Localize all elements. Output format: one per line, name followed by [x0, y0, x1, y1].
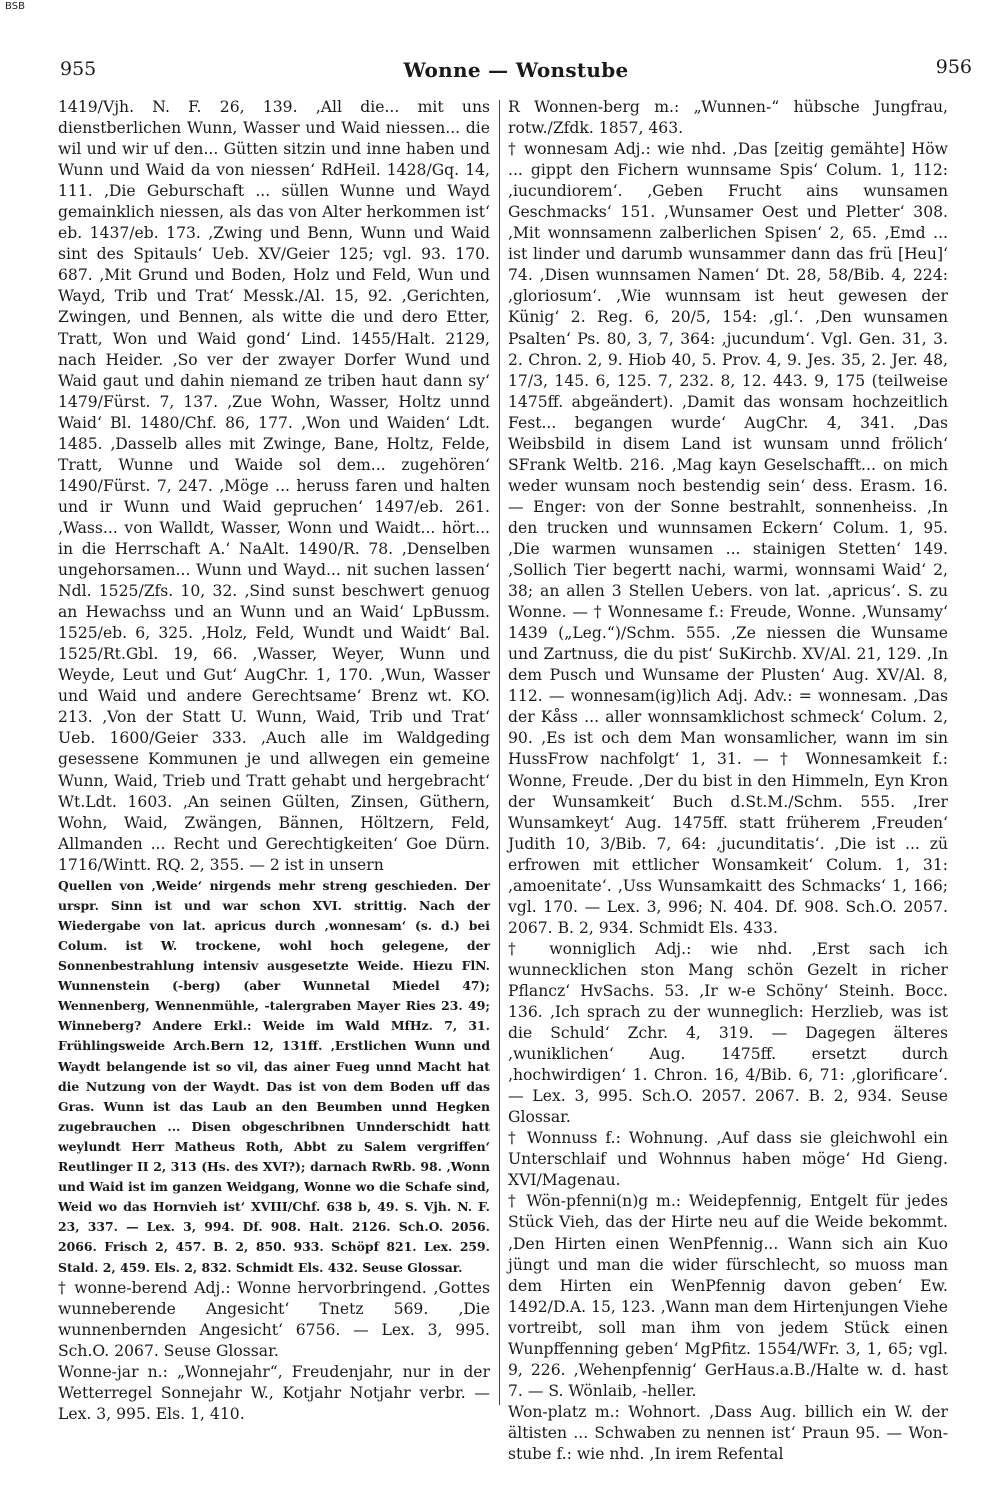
right-column [508, 97, 948, 1463]
entry-text-wonne-citations: 1419/Vjh. N. F. 26, 139. ‚All die... mit uns dienstberlichen Wunn, Wasser und Waid niessen... die wil und wir uf den... Gütten sitzin und inne haben und Wunn und Waid da von niessen‘ RdHeil. 1428/Gq. 14, 111. ‚Die Geburschaft ... süllen Wunne und Wayd gemainklich niessen, als das von Alter herkommen ist‘ eb. 1437/eb. 173. ‚Zwing und Benn, Wunn und Waid sint des Spitauls‘ Ueb. XV/Geier 125; vgl. 93. 170. 687. ‚Mit Grund und Boden, Holz und Feld, Wun und Wayd, Trib und Trat‘ Messk./Al. 15, 92. ‚Gerichten, Zwingen, und Bennen, als witte die und dero Etter, Tratt, Won und Waid gond‘ Lind. 1455/Halt. 2129, nach Heider. ‚So ver der zwayer Dorfer Wund und Waid gaut und dahin niemand ze triben haut dann sy‘ 1479/Fürst. 7, 137. ‚Zue Wohn, Wasser, Holtz unnd Waid‘ Bl. 1480/Chf. 86, 177. ‚Won und Waiden‘ Ldt. 1485. ‚Dasselb alles mit Zwinge, Bane, Holtz, Felde, Tratt, Wunne und Waide sol dem... zugehören‘ 1490/Fürst. 7, 247. ‚Möge ... heruss faren und halten und ir Wunn und Waid gepruchen‘ 1497/eb. 261. ‚Wass... von Walldt, Wasser, Wonn und Waidt... hört... in die Herrschaft A.‘ NaAlt. 1490/R. 78. ‚Denselben ungehorsamen... Wunn und Wayd... nit suchen lassen‘ Ndl. 1525/Zfs. 10, 32. ‚Sind sunst beschwert genuog an Hewachss und an Wunn und an Waid‘ LpBussm. 1525/eb. 6, 325. ‚Holz, Feld, Wundt und Waidt‘ Bal. 1525/Rt.Gbl. 19, 66. ‚Wasser, Weyer, Wunn und Weyde, Leut und Gut‘ AugChr. 1, 170. ‚Wun, Wasser und Waid und andere Gerechtsame‘ Brenz wt. KO. 213. ‚Von der Statt U. Wunn, Waid, Trib und Trat‘ Ueb. 1600/Geier 333. ‚Auch alle im Waldgeding gesessene Kommunen je und allwegen ein gemeine Wunn, Waid, Trieb und Tratt gehabt und hergebracht‘ Wt.Ldt. 1603. ‚An seinen Gülten, Zinsen, Güthern, Wohn, Waid, Zwängen, Bännen, Höltzern, Feld, Allmanden ... Recht und Gerechtigkeiten‘ Goe Dürn. 1716/Wintt. RQ. 2, 355. — 2 ist in unsern [58, 98, 490, 874]
entry-wonnuss: † Wonnuss f.: Wohnung. ‚Auf dass sie gleichwohl ein Unterschlaif und Wohnnus haben möge‘ Hd Gieng. XVI/Magenau. [508, 1129, 948, 1190]
page-number-left: 955 [60, 58, 97, 80]
library-stamp: BSB [5, 1, 25, 12]
entry-wonniglich: † wonniglich Adj.: wie nhd. ‚Erst sach ich wunnecklichen ston Mang schön Gezelt in richer Pflancz‘ HvSachs. 53. ‚Ir w-e Schöny‘ Steinh. Bocc. 136. ‚Ich sprach zu der wunneglich: Herzlieb, was ist die Schuld‘ Zchr. 4, 319. — Dagegen älteres ‚wuniklichen‘ Aug. 1475ff. ersetzt durch ‚hochwirdigen‘ 1. Chron. 16, 4/Bib. 6, 71: ‚glorificare‘. — Lex. 3, 995. Sch.O. 2057. 2067. B. 2, 934. Seuse Glossar. [508, 939, 948, 1127]
entry-wonne-berend: † wonne-berend Adj.: Wonne hervorbringend. ‚Gottes wunneberende Angesicht‘ Tnetz 569. ‚Die wunnenbernden Angesicht‘ 6756. — Lex. 3, 995. Sch.O. 2067. Seuse Glossar. [58, 1278, 490, 1360]
entry-won-pfennig: † Wön-pfenni(n)g m.: Weidepfennig, Entgelt für jedes Stück Vieh, das der Hirte neu auf die Weide bekommt. ‚Den Hirten einen WenPfennig... Wann sich ain Kuo jüngt und man die wider fürschlecht, so muoss man dem Hirten ein WenPfennig davon geben‘ Ew. 1492/D.A. 15, 123. ‚Wann man dem Hirtenjungen Viehe vortreibt, soll man ihm von jedem Stück einen Wunpffenning geben‘ MgPfitz. 1554/WFr. 3, 1, 65; vgl. 9, 226. ‚Wehenpfennig‘ GerHaus.a.B./Halte w. d. hast 7. — S. Wönlaib, -heller. [508, 1192, 948, 1400]
entry-won-platz: Won-platz m.: Wohnort. ‚Dass Aug. billich ein W. der ältisten ... Schwaben zu nennen ist‘ Praun 95. — Won-stube f.: wie nhd. ‚In irem Refental [508, 1402, 948, 1463]
entry-wonne-jar: Wonne-jar n.: „Wonnejahr“, Freudenjahr, nur in der Wetterregel Sonnejahr W., Kotjahr Notjahr verbr. — Lex. 3, 995. Els. 1, 410. [58, 1362, 490, 1423]
running-title: Wonne — Wonstube [403, 58, 629, 82]
entry-wonnen-berg: R Wonnen-berg m.: „Wunnen-“ hübsche Jungfrau, rotw./Zfdk. 1857, 463. [508, 98, 948, 138]
entry-note-wonne: Quellen von ‚Weide‘ nirgends mehr streng geschieden. Der urspr. Sinn ist und war schon XVI. strittig. Nach der Wiedergabe von lat. apricus durch ‚wonnesam‘ (s. d.) bei Colum. ist W. trockene, wohl hoch gelegene, der Sonnenbestrahlung intensiv ausgesetzte Weide. Hiezu FlN. Wunnenstein (-berg) (aber Wunnetal Miedel 47); Wennenberg, Wennenmühle, -talergraben Mayer Ries 23. 49; Winneberg? Andere Erkl.: Weide im Wald MfHz. 7, 31. Frühlingsweide Arch.Bern 12, 131ff. ‚Erstlichen Wunn und Waydt belangende ist so vil, das ainer Fueg unnd Macht hat die Nutzung von der Waydt. Das ist von dem Boden uff das Gras. Wunn ist das Laub an den Beumben unnd Hegken zugebrauchen ... Disen obgeschribnen Unnderschidt hatt weylundt Herr Matheus Roth, Abbt zu Salem vergriffen‘ Reutlinger II 2, 313 (Hs. des XVI?); darnach RwRb. 98. ‚Wonn und Waid ist im ganzen Weidgang, Wonne wo die Schafe sind, Weid wo das Hornvieh ist‘ XVIII/Chf. 638 b, 49. S. Vjh. N. F. 23, 337. — Lex. 3, 994. Df. 908. Halt. 2126. Sch.O. 2056. 2066. Frisch 2, 457. B. 2, 850. 933. Schöpf 821. Lex. 259. Stald. 2, 459. Els. 2, 832. Schmidt Els. 432. Seuse Glossar. [58, 877, 490, 1275]
page-number-right: 956 [935, 56, 972, 78]
left-column [58, 97, 490, 1422]
page-header [60, 56, 972, 84]
column-divider [499, 100, 500, 1405]
entry-wonnesam: † wonnesam Adj.: wie nhd. ‚Das [zeitig gemähte] Höw ... gippt den Fichern wunnsame Spis‘ Colum. 1, 112: ‚iucundiorem‘. ‚Geben Frucht ains wunsamen Geschmacks‘ 151. ‚Wunsamer Oest und Pletter‘ 308. ‚Mit wonnsamenn zalberlichen Spisen‘ 2, 65. ‚Emd ... ist linder und darumb wunsammer dann das frü [Heu]‘ 74. ‚Disen wunnsamen Namen‘ Dt. 28, 58/Bib. 4, 224: ‚gloriosum‘. ‚Wie wunnsam ist heut gewesen der Künig‘ 2. Reg. 6, 20/5, 154: ‚gl.‘. ‚Den wunsamen Psalten‘ Ps. 80, 3, 7, 364: ‚jucundum‘. Vgl. Gen. 31, 3. 2. Chron. 2, 9. Hiob 40, 5. Prov. 4, 9. Jes. 35, 2. Jer. 48, 17/3, 145. 6, 125. 7, 232. 8, 12. 443. 9, 175 (teilweise 1475ff. abgeändert). ‚Damit das wonsam hochzeitlich Fest... begangen wurde‘ AugChr. 4, 341. ‚Das Weibsbild in disem Land ist wunsam unnd frölich‘ SFrank Weltb. 216. ‚Mag kayn Geselschafft... on mich weder wunsam noch bestendig sein‘ dess. Erasm. 16. — Enger: von der Sonne bestrahlt, sonnenheiss. ‚In den trucken und wunnsamen Eckern‘ Colum. 1, 95. ‚Die warmen wunsamen ... stainigen Stetten‘ 149. ‚Sollich Tier begertt nachi, warmi, wonnsami Waid‘ 2, 38; an allen 3 Stellen Uebers. von lat. ‚apricus‘. S. zu Wonne. — † Wonnesame f.: Freude, Wonne. ‚Wunsamy‘ 1439 („Leg.“)/Schm. 555. ‚Ze niessen die Wunsame und Zartnuss, die du pist‘ SuKirchb. XV/Al. 21, 129. ‚In dem Pusch und Wunsame der Plusten‘ Aug. XV/Al. 8, 112. — wonnesam(ig)lich Adj. Adv.: = wonnesam. ‚Das der Kåss ... aller wonnsamklichost schmeck‘ Colum. 2, 90. ‚Es ist och dem Man wonsamlicher, wann im sin HussFrow nachfolgt‘ 1, 31. — † Wonnesamkeit f.: Wonne, Freude. ‚Der du bist in den Himmeln, Eyn Kron der Wunsamkeit‘ Buch d.St.M./Schm. 555. ‚Irer Wunsamkeyt‘ Aug. 1475ff. statt früherem ‚Freuden‘ Judith 10, 3/Bib. 7, 64: ‚jucunditatis‘. ‚Die ist ... zü erfrowen mit ettlicher Wonsamkeit‘ Colum. 1, 31: ‚amoenitate‘. ‚Uss Wunsamkaitt des Schmacks‘ 1, 166; vgl. 170. — Lex. 3, 996; N. 404. Df. 908. Sch.O. 2057. 2067. B. 2, 934. Schmidt Els. 433. [508, 140, 948, 937]
